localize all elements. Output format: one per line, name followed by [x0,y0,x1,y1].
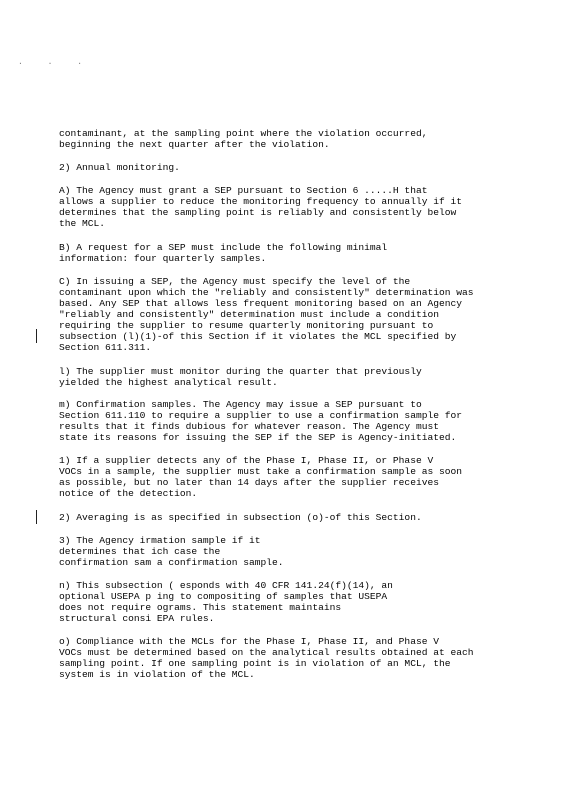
paragraph-n [59,580,549,624]
text-line: 2) Averaging is as specified in subsection (o)-of this Section. [59,512,422,523]
paragraph-m-1 [59,455,549,499]
text-line: as possible, but no later than 14 days after the supplier receives [59,477,439,488]
text-line: o) Compliance with the MCLs for the Phase I, Phase II, and Phase V [59,636,439,647]
text-line: 3) The Agency irmation sample if it [59,535,261,546]
text-line: confirmation sam a confirmation sample. [59,557,284,568]
text-line: allows a supplier to reduce the monitoring frequency to annually if it [59,196,463,207]
text-line: state its reasons for issuing the SEP if the SEP is Agency-initiated. [59,432,457,443]
text-line: requiring the supplier to resume quarterly monitoring pursuant to [59,320,434,331]
text-line: B) A request for a SEP must include the following minimal [59,242,388,253]
text-line: information: four quarterly samples. [59,253,267,264]
text-line: sampling point. If one sampling point is in violation of an MCL, the [59,658,451,669]
paragraph-intro [59,128,549,150]
text-line: does not require ograms. This statement maintains [59,602,342,613]
margin-revision-bar [36,510,37,524]
text-line: contaminant upon which the "reliably and consistently" determination was [59,287,474,298]
text-line: VOCs in a sample, the supplier must take a confirmation sample as soon [59,466,463,477]
paragraph-b [59,242,549,264]
paragraph-l [59,366,549,388]
text-line: determines that ich case the [59,546,221,557]
text-line: notice of the detection. [59,488,198,499]
text-line: l) The supplier must monitor during the quarter that previously [59,366,422,377]
paragraph-2-annual-monitoring [59,162,549,173]
text-line: Section 611.110 to require a supplier to use a confirmation sample for [59,410,463,421]
paragraph-m-3 [59,535,549,568]
text-line: 1) If a supplier detects any of the Phase I, Phase II, or Phase V [59,455,434,466]
text-line: subsection (l)(1)-of this Section if it violates the MCL specified by [59,331,457,342]
text-line: determines that the sampling point is reliably and consistently below [59,207,457,218]
text-line: structural consi EPA rules. [59,613,215,624]
text-line: C) In issuing a SEP, the Agency must specify the level of the [59,276,411,287]
text-line: beginning the next quarter after the violation. [59,139,330,150]
text-line: the MCL. [59,218,106,229]
text-line: contaminant, at the sampling point where the violation occurred, [59,128,428,139]
text-line: "reliably and consistently" determination must include a condition [59,309,439,320]
text-line: yielded the highest analytical result. [59,377,278,388]
paragraph-c [59,276,549,353]
paragraph-a [59,185,549,229]
text-line: Section 611.311. [59,342,152,353]
paragraph-m-2 [59,512,549,523]
text-line: system is in violation of the MCL. [59,669,255,680]
text-line: n) This subsection ( esponds with 40 CFR 141.24(f)(14), an [59,580,393,591]
paragraph-o [59,636,549,680]
text-line: optional USEPA p ing to compositing of samples that USEPA [59,591,388,602]
text-line: 2) Annual monitoring. [59,162,180,173]
scan-specks: . . . [18,58,93,67]
paragraph-m-confirmation-samples [59,399,549,443]
text-line: based. Any SEP that allows less frequent monitoring based on an Agency [59,298,463,309]
text-line: A) The Agency must grant a SEP pursuant to Section 6 .....H that [59,185,428,196]
text-line: m) Confirmation samples. The Agency may issue a SEP pursuant to [59,399,422,410]
text-line: VOCs must be determined based on the analytical results obtained at each [59,647,474,658]
margin-revision-bar [36,329,37,343]
text-line: results that it finds dubious for whatever reason. The Agency must [59,421,439,432]
